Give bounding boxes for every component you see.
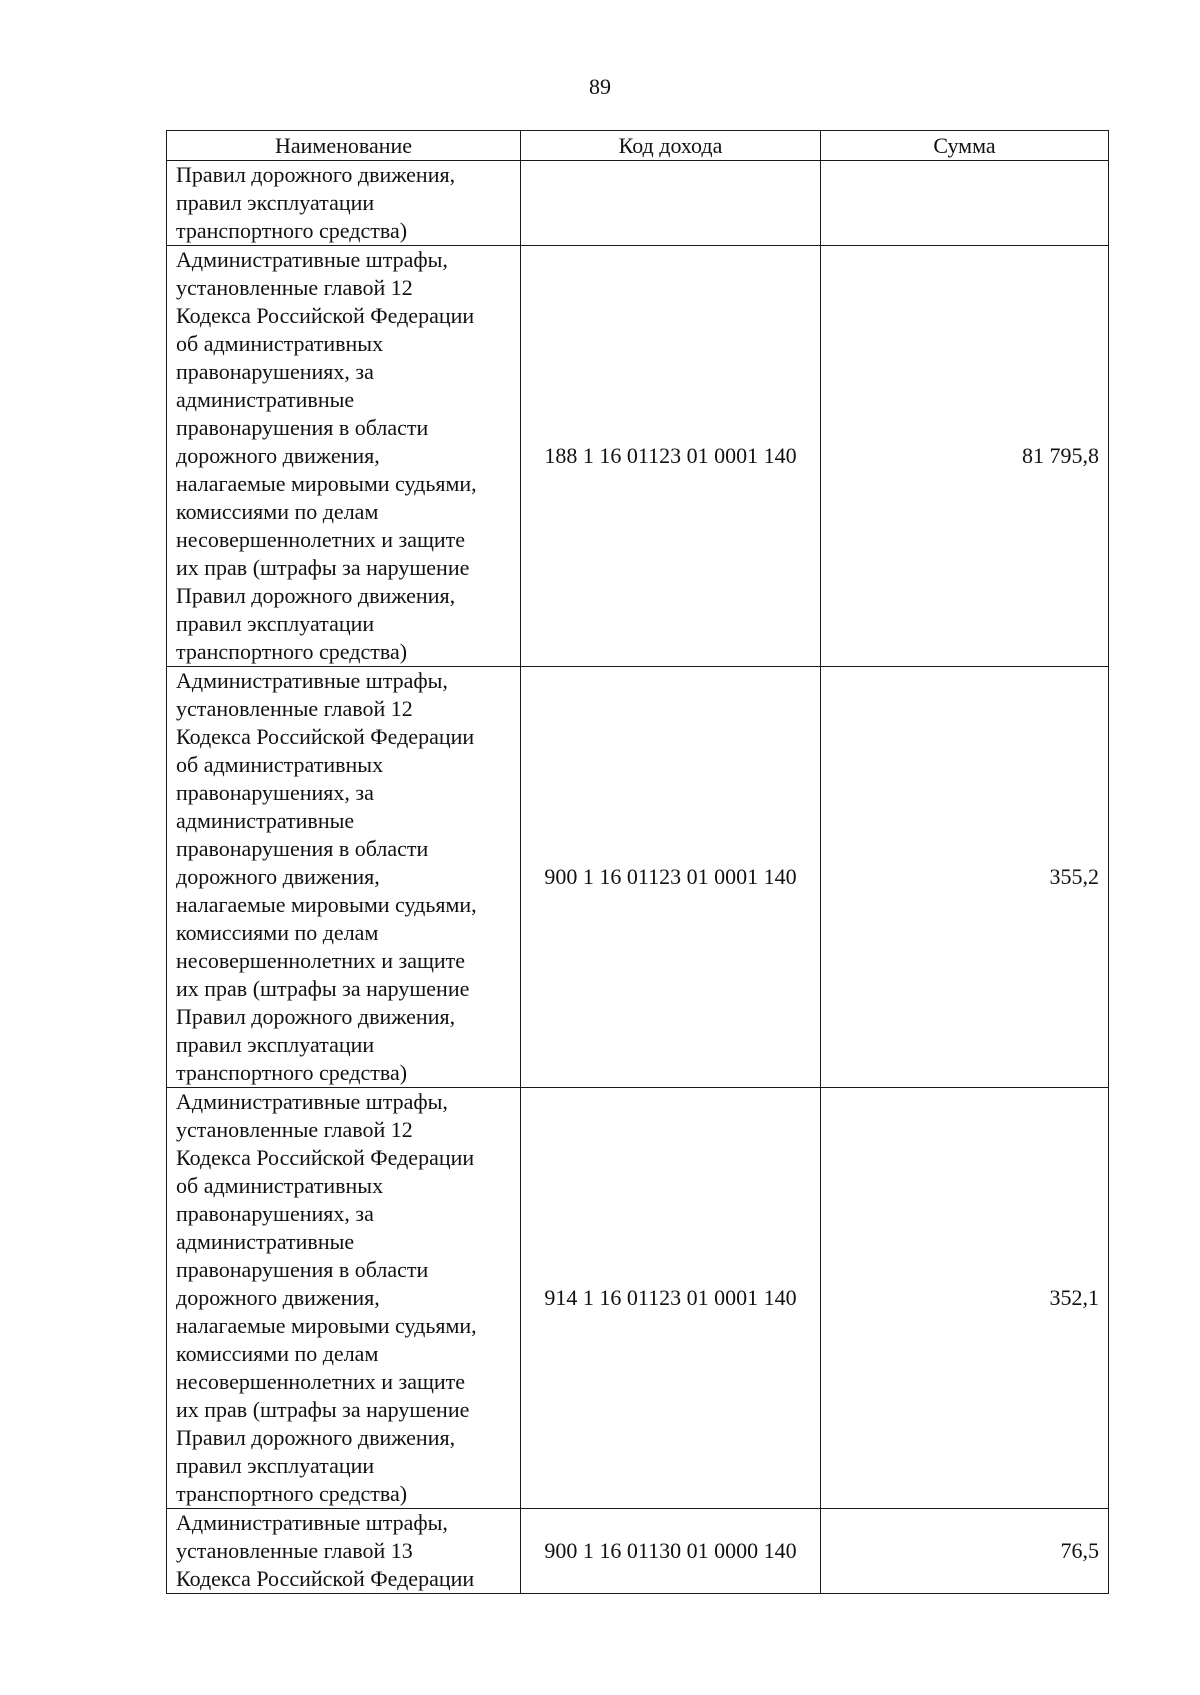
table-row bbox=[167, 246, 1109, 667]
row-code-cell: 188 1 16 01123 01 0001 140 bbox=[521, 246, 821, 667]
row-code-cell bbox=[521, 161, 821, 246]
row-sum-cell bbox=[821, 161, 1109, 246]
table-row bbox=[167, 667, 1109, 1088]
row-name-cell: Административные штрафы, установленные главой 12 Кодекса Российской Федерации об административных правонарушениях, за административные правонарушения в области дорожного движения, налагаемые мировыми судьями, комиссиями по делам несовершеннолетних и защите их прав (штрафы за нарушение Правил дорожного движения, правил эксплуатации транспортного средства) bbox=[167, 1088, 521, 1509]
header-sum: Сумма bbox=[821, 131, 1109, 161]
row-name-cell: Административные штрафы, установленные главой 12 Кодекса Российской Федерации об административных правонарушениях, за административные правонарушения в области дорожного движения, налагаемые мировыми судьями, комиссиями по делам несовершеннолетних и защите их прав (штрафы за нарушение Правил дорожного движения, правил эксплуатации транспортного средства) bbox=[167, 667, 521, 1088]
row-sum-cell: 81 795,8 bbox=[821, 246, 1109, 667]
income-table bbox=[166, 130, 1109, 1594]
row-name-cell: Правил дорожного движения, правил эксплуатации транспортного средства) bbox=[167, 161, 521, 246]
page-number: 89 bbox=[589, 74, 611, 99]
table-row bbox=[167, 1088, 1109, 1509]
row-name-cell: Административные штрафы, установленные главой 13 Кодекса Российской Федерации bbox=[167, 1509, 521, 1594]
table-row bbox=[167, 1509, 1109, 1594]
row-code-cell: 900 1 16 01123 01 0001 140 bbox=[521, 667, 821, 1088]
row-sum-cell: 355,2 bbox=[821, 667, 1109, 1088]
header-name: Наименование bbox=[167, 131, 521, 161]
row-sum-cell: 352,1 bbox=[821, 1088, 1109, 1509]
table-row bbox=[167, 161, 1109, 246]
header-code: Код дохода bbox=[521, 131, 821, 161]
row-code-cell: 914 1 16 01123 01 0001 140 bbox=[521, 1088, 821, 1509]
row-code-cell: 900 1 16 01130 01 0000 140 bbox=[521, 1509, 821, 1594]
row-sum-cell: 76,5 bbox=[821, 1509, 1109, 1594]
table-header-row bbox=[167, 131, 1109, 161]
row-name-cell: Административные штрафы, установленные главой 12 Кодекса Российской Федерации об административных правонарушениях, за административные правонарушения в области дорожного движения, налагаемые мировыми судьями, комиссиями по делам несовершеннолетних и защите их прав (штрафы за нарушение Правил дорожного движения, правил эксплуатации транспортного средства) bbox=[167, 246, 521, 667]
